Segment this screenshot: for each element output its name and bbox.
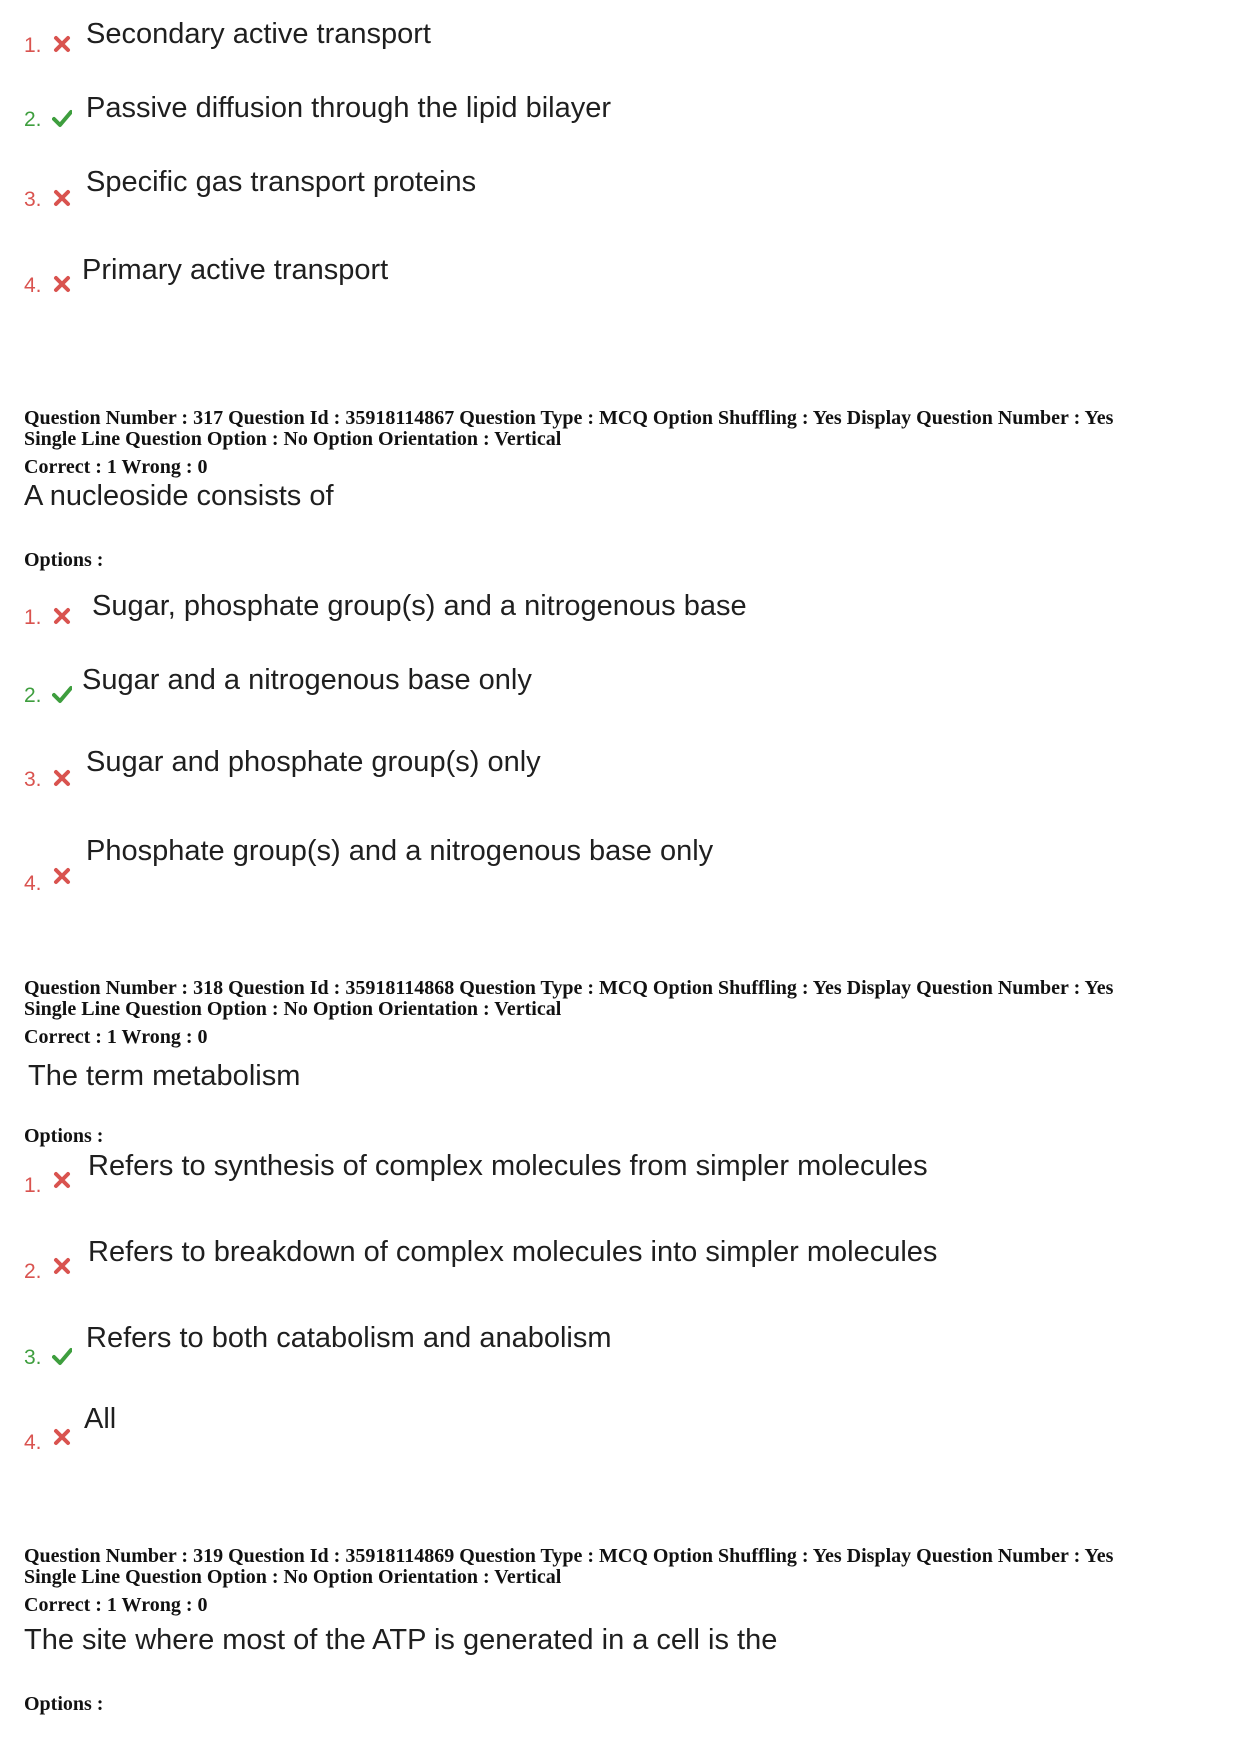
cross-icon <box>52 768 72 788</box>
question-meta-line2: Single Line Question Option : No Option Orientation : Vertical <box>24 1566 562 1588</box>
check-icon <box>52 108 72 128</box>
option-item <box>24 1150 1204 1198</box>
check-icon <box>52 1346 72 1366</box>
question-marks: Correct : 1 Wrong : 0 <box>24 1594 208 1616</box>
option-item <box>24 1403 1204 1455</box>
question-meta-line2: Single Line Question Option : No Option Orientation : Vertical <box>24 998 562 1020</box>
question-meta: Question Number : 319 Question Id : 35918114869 Question Type : MCQ Option Shuffling : Yes Display Question Number : Yes <box>24 1545 1114 1567</box>
option-item <box>24 166 1204 212</box>
option-number: 1. <box>24 1174 42 1197</box>
question-marks: Correct : 1 Wrong : 0 <box>24 456 208 478</box>
option-number: 1. <box>24 34 42 57</box>
option-text: All <box>84 1403 117 1435</box>
cross-icon <box>52 866 72 886</box>
cross-icon <box>52 1256 72 1276</box>
question-meta-line2: Single Line Question Option : No Option Orientation : Vertical <box>24 428 562 450</box>
cross-icon <box>52 274 72 294</box>
option-number: 4. <box>24 1431 42 1454</box>
option-text: Refers to both catabolism and anabolism <box>86 1322 612 1354</box>
option-text: Sugar, phosphate group(s) and a nitrogenous base <box>92 590 747 622</box>
option-text: Sugar and phosphate group(s) only <box>86 746 541 778</box>
cross-icon <box>52 1170 72 1190</box>
check-icon <box>52 684 72 704</box>
option-text: Phosphate group(s) and a nitrogenous base only <box>86 835 714 867</box>
option-text: Refers to breakdown of complex molecules into simpler molecules <box>88 1236 938 1268</box>
option-item <box>24 664 1204 708</box>
cross-icon <box>52 1427 72 1447</box>
cross-icon <box>52 606 72 626</box>
options-label: Options : <box>24 549 104 571</box>
option-item <box>24 18 1204 58</box>
option-number: 1. <box>24 606 42 629</box>
option-item <box>24 1322 1204 1370</box>
option-item <box>24 746 1204 792</box>
question-text: The term metabolism <box>28 1060 301 1092</box>
option-number: 2. <box>24 684 42 707</box>
question-marks: Correct : 1 Wrong : 0 <box>24 1026 208 1048</box>
option-text: Passive diffusion through the lipid bilayer <box>86 92 612 124</box>
option-number: 3. <box>24 768 42 791</box>
option-number: 3. <box>24 188 42 211</box>
option-number: 4. <box>24 872 42 895</box>
question-text: A nucleoside consists of <box>24 480 334 512</box>
option-text: Sugar and a nitrogenous base only <box>82 664 532 696</box>
cross-icon <box>52 34 72 54</box>
option-number: 3. <box>24 1346 42 1369</box>
option-item <box>24 1236 1204 1284</box>
option-item <box>24 590 1204 630</box>
option-text: Specific gas transport proteins <box>86 166 477 198</box>
question-meta: Question Number : 318 Question Id : 35918114868 Question Type : MCQ Option Shuffling : Yes Display Question Number : Yes <box>24 977 1114 999</box>
option-item <box>24 92 1204 132</box>
option-text: Primary active transport <box>82 254 389 286</box>
option-number: 2. <box>24 1260 42 1283</box>
option-number: 2. <box>24 108 42 131</box>
question-meta: Question Number : 317 Question Id : 35918114867 Question Type : MCQ Option Shuffling : Yes Display Question Number : Yes <box>24 407 1114 429</box>
option-text: Secondary active transport <box>86 18 431 50</box>
options-label: Options : <box>24 1693 104 1715</box>
cross-icon <box>52 188 72 208</box>
option-number: 4. <box>24 274 42 297</box>
question-text: The site where most of the ATP is generated in a cell is the <box>24 1624 778 1656</box>
option-item <box>24 835 1204 896</box>
options-label: Options : <box>24 1125 104 1147</box>
option-item <box>24 254 1204 298</box>
option-text: Refers to synthesis of complex molecules from simpler molecules <box>88 1150 928 1182</box>
